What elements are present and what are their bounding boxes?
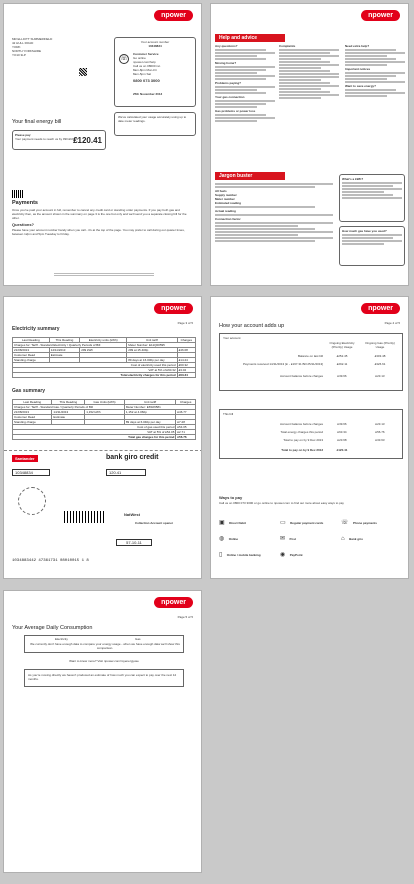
- address-line: NORTH YORKSHIRE: [12, 49, 42, 53]
- collection-account: Collection Account opener: [134, 521, 174, 525]
- pay-method[interactable]: ▭ Regular payment cards: [280, 520, 324, 526]
- kwh-info-box: [339, 174, 405, 222]
- qr-code-icon: [79, 68, 87, 76]
- page-number: Page 3 of 5: [177, 321, 193, 325]
- col-header: Charges: [177, 338, 195, 343]
- address-line: YO10 3LP: [12, 53, 26, 57]
- pay-method[interactable]: ⌂ Bank giro: [341, 536, 363, 542]
- service-line: Go online: [133, 56, 146, 60]
- help-title: Help and advice: [215, 34, 285, 42]
- jargon-term: Estimated reading: [215, 201, 242, 205]
- online-icon: ◍: [219, 536, 225, 542]
- service-line: Call us on 08000 inc.: [133, 64, 162, 68]
- phone-number[interactable]: 0800 073 3000: [133, 78, 160, 83]
- notice-text: We've calculated your usage accurately using up to date meter readings.: [118, 115, 187, 123]
- section-heading: Your gas connection: [215, 95, 245, 99]
- questions-text: Please have your account number handy when you call - it's at the top of the page. You may prefer to call during our quieter times, between 12pm and 5pm Tuesday to Friday.: [12, 228, 185, 236]
- account-number-label: Your account number: [140, 40, 170, 44]
- accurate-reading-notice: [114, 112, 196, 136]
- table-row: Customer Read Estimate: [13, 415, 196, 420]
- pay-method[interactable]: ▣ Direct Debit: [219, 520, 246, 526]
- page-3: [3, 296, 202, 579]
- npower-logo: npower: [361, 10, 400, 21]
- section-heading: Important notices: [345, 67, 371, 71]
- kwh-heading: What's a kWh?: [342, 177, 364, 181]
- bill-title: Your final energy bill: [12, 119, 62, 125]
- gas-table: [12, 399, 196, 440]
- section-heading: Want to save energy?: [345, 84, 376, 88]
- col-header: Last Reading: [13, 338, 50, 343]
- npower-logo: npower: [154, 303, 193, 314]
- pay-method[interactable]: ◍ Online: [219, 536, 239, 542]
- gas-title-text: Gas summary: [12, 388, 46, 394]
- section-heading: Problems paying?: [215, 81, 242, 85]
- col-header: Gas: [135, 637, 141, 641]
- phone-icon: ☏: [120, 56, 128, 62]
- npower-logo: npower: [154, 597, 193, 608]
- payments-text: Once you've paid your account in full, remember to cancel any credit card or standing order payments. If you pay both gas and electricity then, as the amount shown in the summary on page 3 is the one but only and we'll send you a separate closing bill for the other.: [12, 208, 187, 220]
- giro-reference: 10348834: [12, 469, 50, 476]
- santander-logo: Santander: [12, 455, 38, 462]
- barcode-icon: [12, 190, 24, 198]
- consumption-message: We currently don't have enough data to compare your energy usage - when we have enough data we'll show this comparison.: [30, 642, 180, 650]
- paypoint-icon: ◉: [280, 552, 286, 558]
- giro-title: bank giro credit: [106, 454, 159, 461]
- section-heading: Your account: [223, 336, 241, 340]
- section-heading: This bill: [223, 412, 234, 416]
- stamp-circle: [18, 487, 46, 515]
- npower-logo: npower: [154, 10, 193, 21]
- account-number: 10348834: [148, 44, 162, 48]
- pay-box: [12, 130, 106, 150]
- table-row: Standing charge 89 days at 6.040p per day £7.28: [13, 420, 196, 425]
- account-title: How your account adds up: [219, 323, 285, 329]
- sort-code: 57-10-11: [116, 539, 152, 546]
- col-header: Charges: [176, 400, 196, 405]
- this-bill-box: This bill Account balance before charges £39.66 £23.13 Total energy charges this period £63.34 £56.76 Total to pay on by 9 Dec 2013 £23.68 £33.63 Total to pay on by 9 Dec 2013 £120.41: [219, 409, 403, 459]
- card-icon: ▭: [280, 520, 286, 526]
- giro-amount: 120.41: [106, 469, 146, 476]
- page-number: Page 5 of 5: [177, 615, 193, 619]
- pay-method[interactable]: ▯ Online / mobile banking: [219, 552, 261, 558]
- service-line: 8am-5pm Sat: [133, 72, 152, 76]
- col-header: Gas Units (kWh): [85, 400, 125, 405]
- payments-heading: Payments: [12, 200, 38, 206]
- section-heading: Moving home?: [215, 61, 237, 65]
- col-header: Ongoing Electricity (Priority) Usage: [329, 341, 355, 349]
- estimate-note-box: [24, 669, 184, 687]
- page-2: [210, 3, 409, 286]
- meter-number: Meter Number: E11Q00595: [127, 343, 196, 348]
- barcode-icon: [64, 511, 104, 523]
- table-row: Customer Read Estimate: [13, 353, 196, 358]
- total-row: Total gas charges for this period £56.76: [13, 435, 196, 440]
- jargon-term: All fuels: [215, 189, 227, 193]
- pay-deadline: Your payment needs to reach us by 09/12/2013: [15, 137, 78, 141]
- col-header: Electricity units (kWh): [80, 338, 127, 343]
- account-info-box: [114, 37, 196, 107]
- table-row: 21/08/2013 14/11/2013 1,152 kWh 1,152 at 4.060p £46.77: [13, 410, 196, 415]
- bank-icon: ⌂: [341, 536, 345, 542]
- section-heading: Complaints: [279, 44, 296, 48]
- electricity-title-text: Electricity summary: [12, 326, 60, 332]
- pay-method[interactable]: ✉ Post: [280, 536, 296, 542]
- pay-label: Please pay: [15, 133, 31, 137]
- service-line: 8am-8pm Mon-Fri: [133, 68, 157, 72]
- tariff-label: Charges for: Tariff - Standard Electricity / Quarterly Periods of Bill: [13, 343, 127, 348]
- total-row: VAT at 5% of £54.05 £2.71: [13, 430, 196, 435]
- col-header: Last Reading: [13, 400, 52, 405]
- bill-date: 25th November 2013: [133, 92, 163, 96]
- jargon-term: Connection factor: [215, 217, 241, 221]
- total-row: VAT at 5% of £60.32 £3.02: [13, 368, 196, 373]
- myenergy-link[interactable]: Want to know more? Visit npower.com/myenergyuse: [69, 659, 139, 663]
- col-header: Unit tariff: [124, 400, 175, 405]
- envelope-icon: ✉: [280, 536, 286, 542]
- questions-heading: Questions?: [12, 222, 35, 227]
- jargon-term: Actual reading: [215, 209, 236, 213]
- direct-debit-icon: ▣: [219, 520, 225, 526]
- table-row: Standing charge 89 days at 16.000p per day £14.24: [13, 358, 196, 363]
- page-number: Page 4 of 5: [384, 321, 400, 325]
- col-header: Electricity: [55, 637, 68, 641]
- section-heading: Gas problems or power loss: [215, 109, 256, 113]
- estimate-note: As you're moving directly we haven't produced an estimate of how much you can expect to pay over the next 12 months.: [28, 673, 177, 681]
- col-header: This Reading: [49, 338, 80, 343]
- ways-to-pay-title: Ways to pay: [219, 495, 243, 500]
- service-label: Customer Service: [133, 52, 159, 56]
- address-line: MR ELLIOTT SUMMERFIELD: [12, 37, 53, 41]
- service-line[interactable]: npower.com/help: [133, 60, 156, 64]
- address-line: YORK: [12, 45, 21, 49]
- phone-icon: ☏: [341, 520, 349, 526]
- address-line: 42 HULL ROAD: [12, 41, 34, 45]
- gas-title: [12, 389, 45, 394]
- gas-used-box: [339, 226, 405, 266]
- jargon-term: Meter number: [215, 197, 235, 201]
- page-4: [210, 296, 409, 579]
- tariff-label: Charges for: Tariff - Standard Gas / Quarterly Periods of Bill: [13, 405, 125, 410]
- section-heading: Any questions?: [215, 44, 238, 48]
- micr-line: 1034883442 47361731 08010015 1 8: [12, 559, 89, 563]
- col-header: Ongoing Gas (Priority) Usage: [365, 341, 395, 349]
- electricity-title: [12, 327, 60, 332]
- amount-due: £120.41: [73, 136, 102, 145]
- natwest-logo: NatWest: [124, 512, 140, 517]
- npower-logo: npower: [361, 303, 400, 314]
- total-row: Cost of electricity used this period £60.32: [13, 363, 196, 368]
- ways-to-pay-subtitle: Call us on 0800 073 3000 or go online to npower.com to find out more about easy ways to pay: [219, 501, 344, 505]
- table-row: 21/08/2013 14/11/2013 299 kWh 299 at 15.409p £46.08: [13, 348, 196, 353]
- page-1: [3, 3, 202, 286]
- consumption-title: Your Average Daily Consumption: [12, 625, 93, 631]
- jargon-term: Supply number: [215, 193, 237, 197]
- pay-method[interactable]: ☏ Phone payments: [341, 520, 377, 526]
- customer-address: [12, 37, 82, 57]
- page-5: [3, 590, 202, 873]
- section-heading: Need extra help?: [345, 44, 370, 48]
- col-header: Unit tariff: [127, 338, 177, 343]
- jargon-title: Jargon buster: [215, 172, 285, 180]
- electricity-table: [12, 337, 196, 378]
- your-account-box: Your account Ongoing Electricity (Priority) Usage Ongoing Gas (Priority) Usage Balance on last bill £252.45 £303.48 Payments received 14/11/2013 [in - £167.31 Bill 25/11/2013] £292.11 £326.61 Account balance before charges £39.66 £23.13: [219, 333, 403, 391]
- meter-number: Meter Number: E6S06581: [124, 405, 195, 410]
- pay-method[interactable]: ◉ PayPoint: [280, 552, 303, 558]
- total-row: Total electricity charges for this period £63.34: [13, 373, 196, 378]
- total-row: Cost of gas used this period £54.05: [13, 425, 196, 430]
- col-header: This Reading: [52, 400, 85, 405]
- mobile-icon: ▯: [219, 552, 223, 558]
- gas-used-heading: How much gas have you used?: [342, 229, 387, 233]
- consumption-box: [24, 635, 184, 653]
